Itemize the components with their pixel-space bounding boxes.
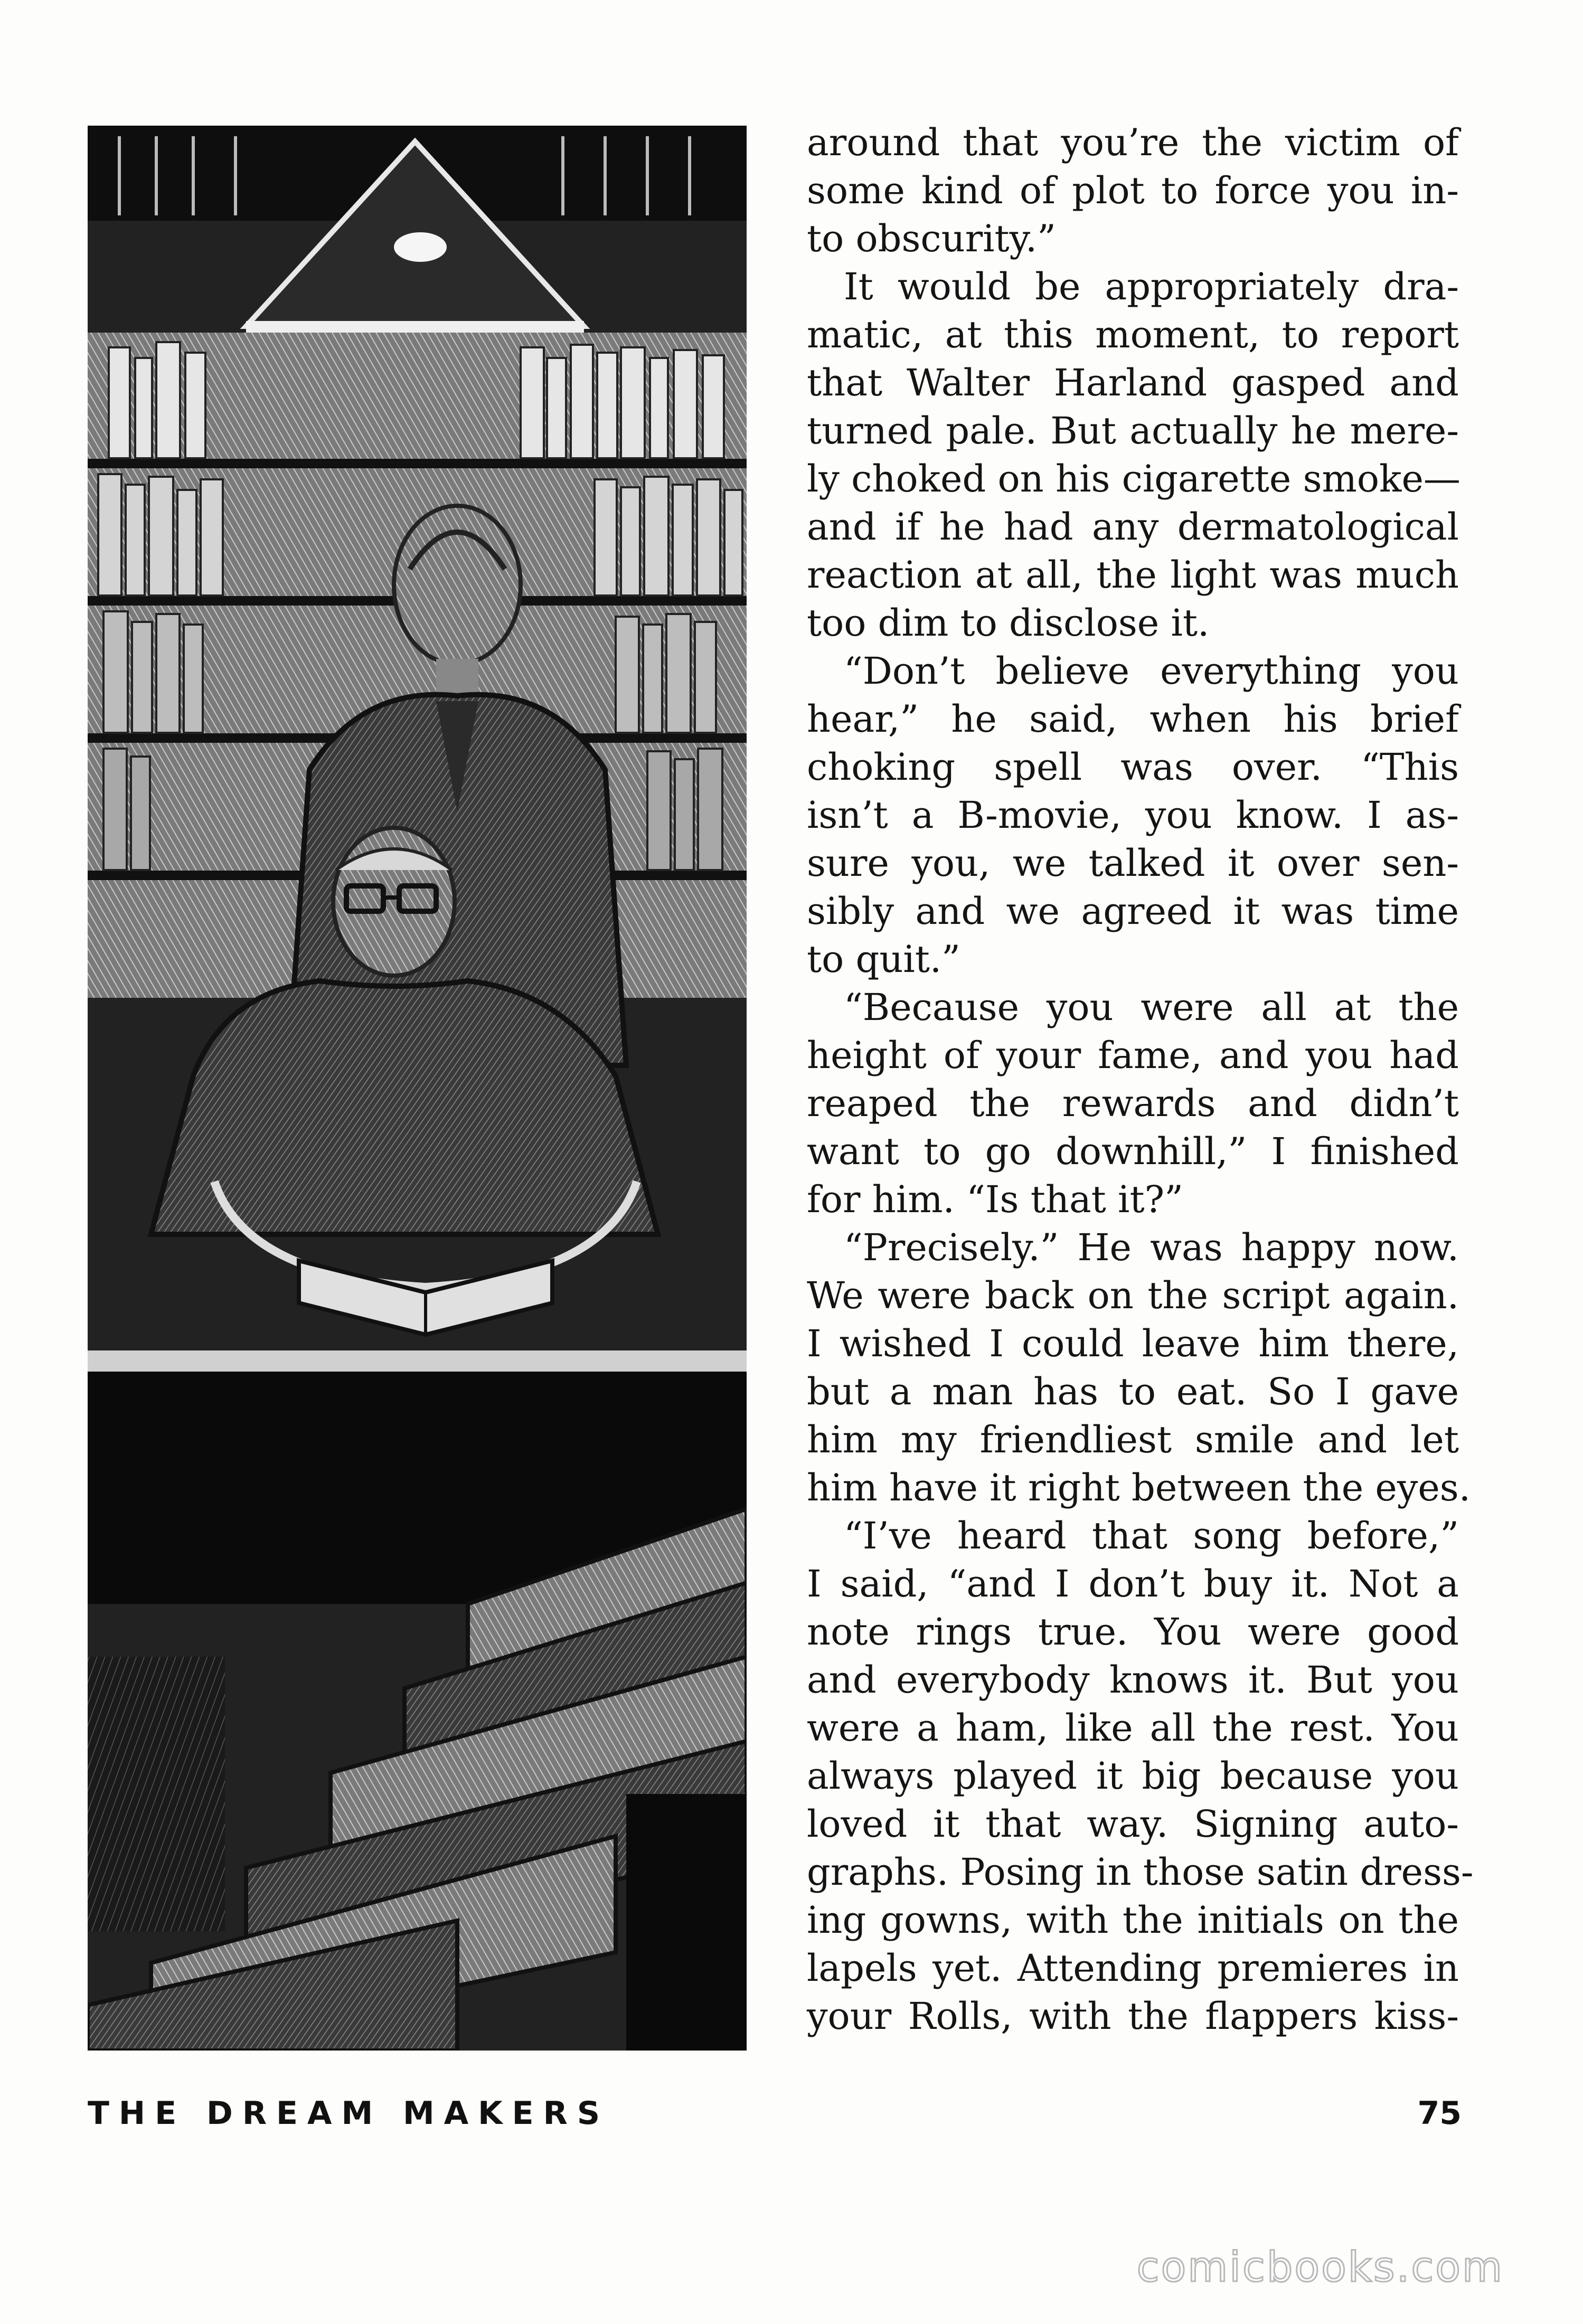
text-line: isn’t a B-movie, you know. I as-: [807, 793, 1459, 837]
text-line: too dim to disclose it.: [807, 601, 1210, 645]
text-line: We were back on the script again.: [807, 1274, 1459, 1317]
text-line: ly choked on his cigarette smoke—: [807, 457, 1460, 500]
text-line: I said, “and I don’t buy it. Not a: [807, 1562, 1459, 1605]
library-illustration: [88, 126, 747, 2051]
text-line: reaction at all, the light was much: [807, 553, 1459, 597]
text-line: sibly and we agreed it was time: [807, 890, 1459, 933]
watermark: comicbooks.com: [1136, 2244, 1504, 2291]
text-line: graphs. Posing in those satin dress-: [807, 1850, 1474, 1894]
text-line: matic, at this moment, to report: [807, 313, 1459, 356]
text-line: ing gowns, with the initials on the: [807, 1898, 1459, 1942]
text-line: but a man has to eat. So I gave: [807, 1370, 1459, 1413]
text-line: to quit.”: [807, 938, 960, 981]
text-line: him have it right between the eyes.: [807, 1466, 1471, 1509]
text-line: around that you’re the victim of: [807, 121, 1459, 164]
text-line: I wished I could leave him there,: [807, 1322, 1459, 1365]
page-number: 75: [1417, 2095, 1462, 2132]
text-line: reaped the rewards and didn’t: [807, 1082, 1459, 1125]
paragraph: [807, 119, 1459, 263]
text-line: “Don’t believe everything you: [844, 649, 1459, 693]
text-column: [807, 119, 1474, 2040]
paragraph: [807, 1224, 1471, 1512]
text-line: some kind of plot to force you in-: [807, 169, 1459, 212]
paragraph: [807, 1512, 1474, 2040]
text-line: were a ham, like all the rest. You: [807, 1706, 1459, 1750]
text-line: “I’ve heard that song before,”: [844, 1514, 1459, 1557]
text-line: “Because you were all at the: [844, 986, 1459, 1029]
text-line: It would be appropriately dra-: [844, 265, 1459, 308]
text-line: choking spell was over. “This: [807, 745, 1459, 789]
text-line: for him. “Is that it?”: [807, 1178, 1183, 1221]
text-line: and everybody knows it. But you: [807, 1658, 1459, 1702]
text-line: him my friendliest smile and let: [807, 1418, 1459, 1461]
text-line: “Precisely.” He was happy now.: [844, 1226, 1459, 1269]
library-illustration-icon: [88, 126, 747, 2051]
running-footer-title: THE DREAM MAKERS: [88, 2095, 610, 2132]
paragraph: [807, 984, 1459, 1224]
text-line: lapels yet. Attending premieres in: [807, 1947, 1459, 1990]
paragraph: [807, 647, 1459, 984]
text-line: note rings true. You were good: [807, 1610, 1459, 1654]
text-line: that Walter Harland gasped and: [807, 361, 1459, 404]
text-line: turned pale. But actually he mere-: [807, 409, 1459, 452]
text-line: always played it big because you: [807, 1754, 1459, 1798]
text-line: your Rolls, with the flappers kiss-: [807, 1995, 1459, 2038]
text-line: to obscurity.”: [807, 217, 1056, 260]
text-line: loved it that way. Signing auto-: [807, 1802, 1459, 1846]
text-line: want to go downhill,” I finished: [807, 1130, 1459, 1173]
paragraph: [807, 263, 1459, 647]
text-line: and if he had any dermatological: [807, 505, 1459, 549]
text-line: sure you, we talked it over sen-: [807, 842, 1459, 885]
text-line: height of your fame, and you had: [807, 1034, 1459, 1077]
text-line: hear,” he said, when his brief: [807, 697, 1459, 741]
